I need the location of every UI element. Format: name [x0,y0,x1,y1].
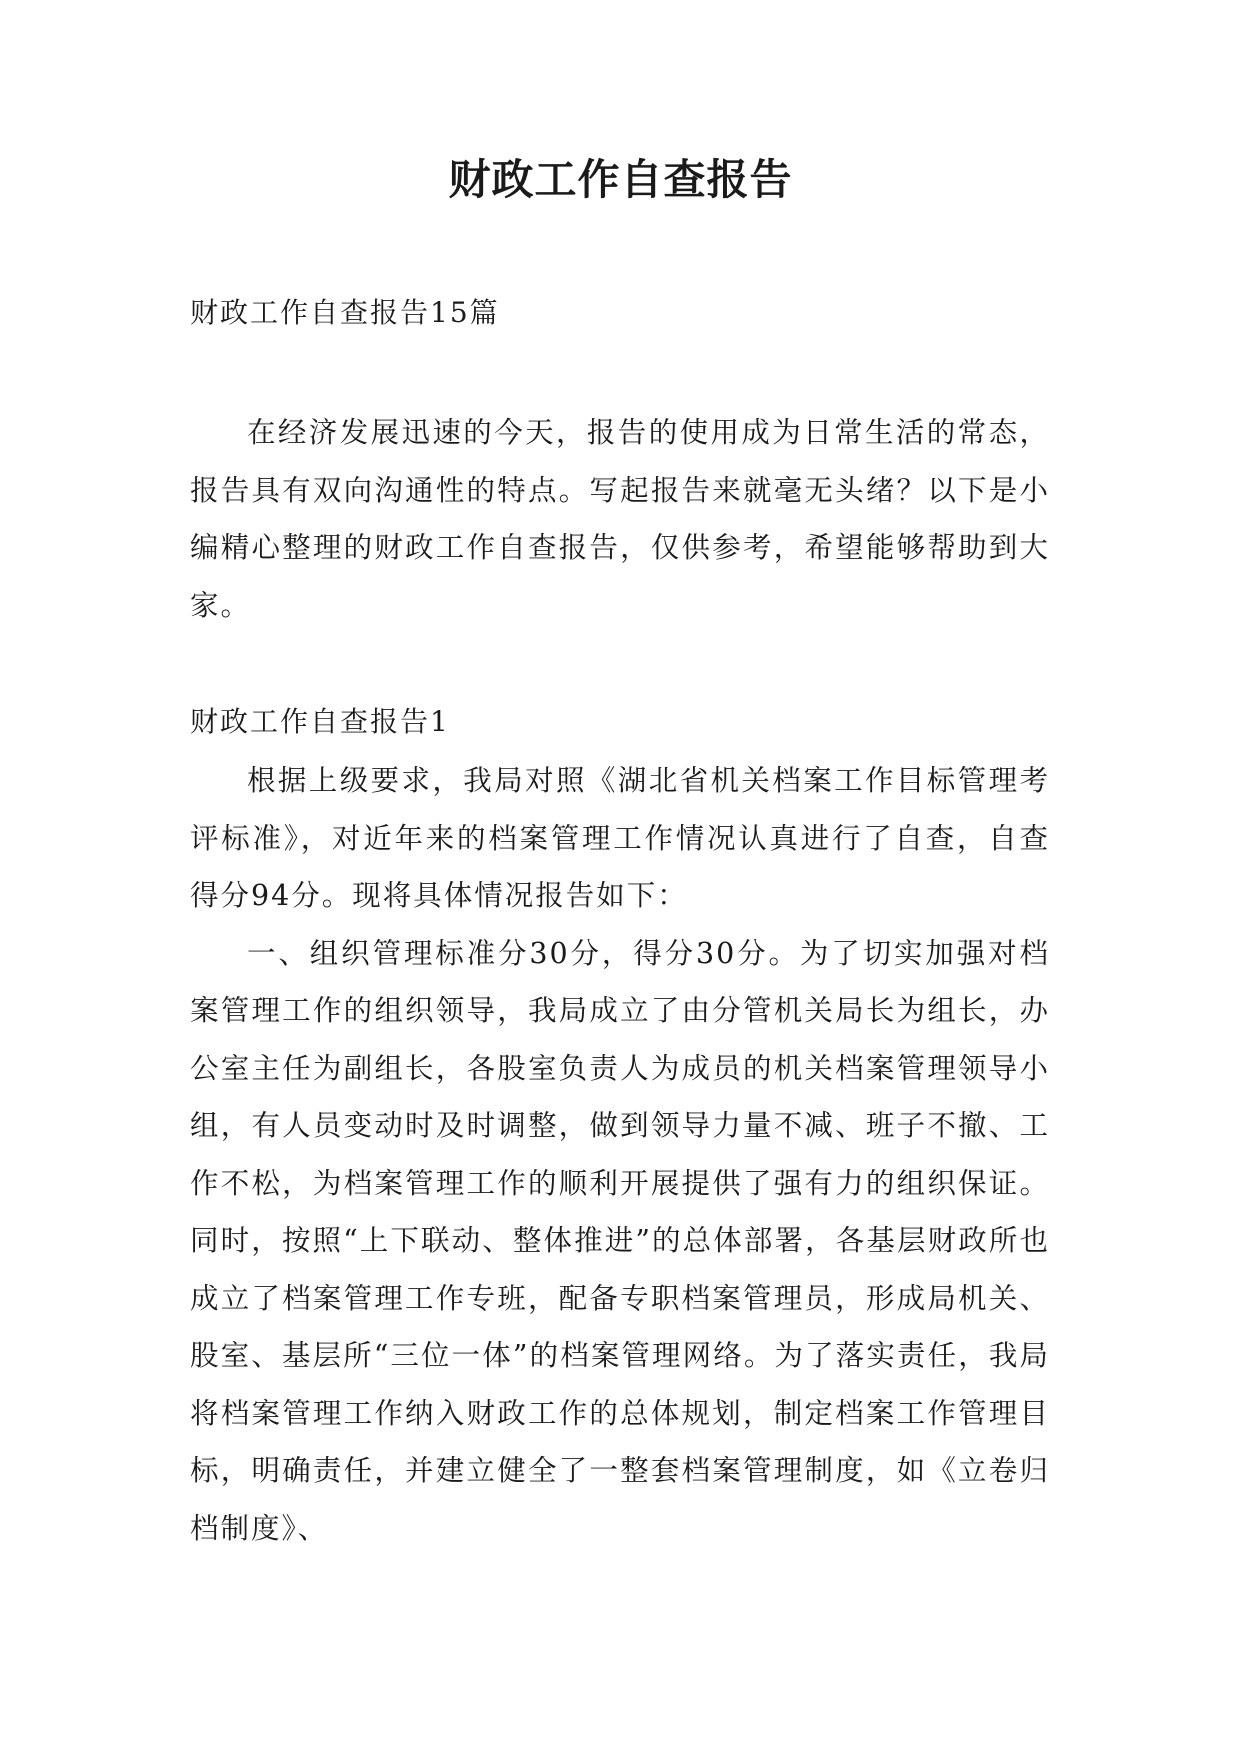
document-title: 财政工作自查报告 [448,155,793,204]
intro-paragraph: 在经济发展迅速的今天，报告的使用成为日常生活的常态，报告具有双向沟通性的特点。写起报告来就毫无头绪？以下是小编精心整理的财政工作自查报告，仅供参考，希望能够帮助到大家。 [190,416,1050,622]
body-paragraph: 一、组织管理标准分30分，得分30分。为了切实加强对档案管理工作的组织领导，我局成立了由分管机关局长为组长，办公室主任为副组长，各股室负责人为成员的机关档案管理领导小组，有人员变动时及时调整，做到领导力量不减、班子不撤、工作不松，为档案管理工作的顺利开展提供了强有力的组织保证。同时，按照“上下联动、整体推进”的总体部署，各基层财政所也成立了档案管理工作专班，配备专职档案管理员，形成局机关、股室、基层所“三位一体”的档案管理网络。为了落实责任，我局将档案管理工作纳入财政工作的总体规划，制定档案工作管理目标，明确责任，并建立健全了一整套档案管理制度，如《立卷归档制度》、 [190,936,1050,1545]
body-paragraph: 根据上级要求，我局对照《湖北省机关档案工作目标管理考评标准》，对近年来的档案管理工作情况认真进行了自查，自查得分94分。现将具体情况报告如下： [190,764,1050,912]
document-subtitle: 财政工作自查报告15篇 [190,296,500,329]
section-body [190,752,1050,1557]
intro-section [190,404,1050,634]
section-heading: 财政工作自查报告1 [190,705,450,738]
